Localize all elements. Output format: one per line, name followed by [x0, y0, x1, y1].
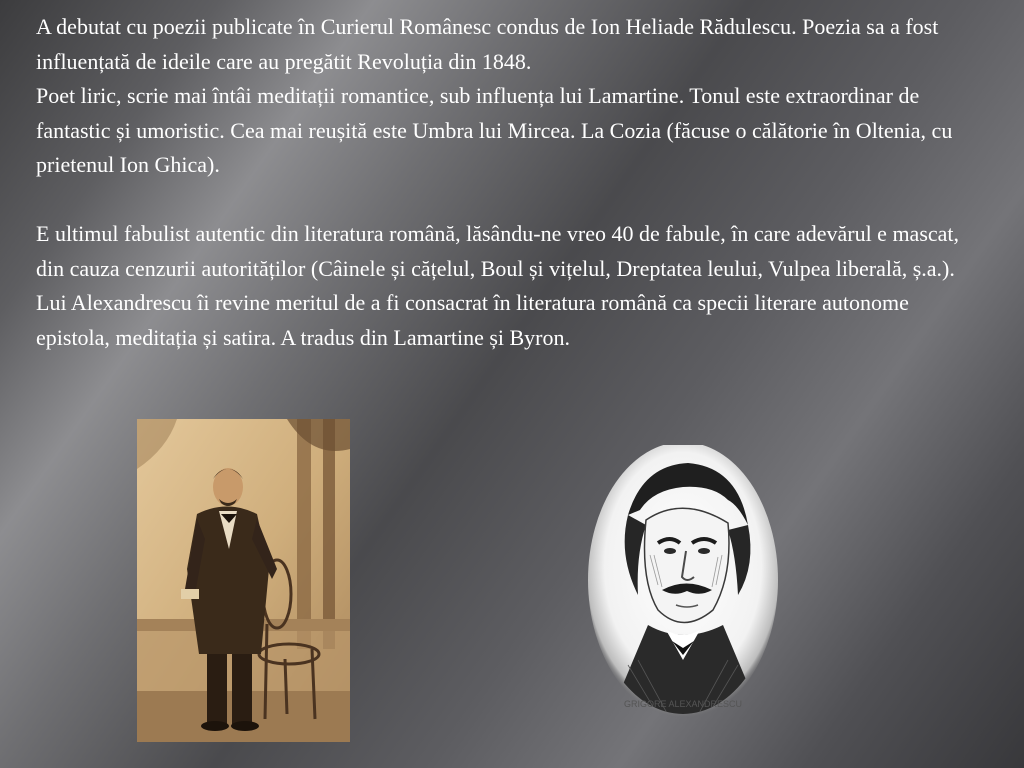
standing-portrait-photo [137, 419, 350, 742]
paragraph-fabulist: E ultimul fabulist autentic din literatura română, lăsându-ne vreo 40 de fabule, în care adevărul e mascat, din cauza cenzurii autorităților (Câinele și cățelul, Boul și vițelul, Dreptatea leului, Vulpea liberală, ș.a.). [36, 221, 960, 281]
paragraph-debut: A debutat cu poezii publicate în Curierul Românesc condus de Ion Heliade Rădulescu. Poezia sa a fost influențată de ideile care au pregătit Revoluția din 1848. [36, 14, 939, 74]
engraving-caption: GRIGORE ALEXANDRESCU [623, 699, 743, 709]
paragraph-merit: Lui Alexandrescu îi revine meritul de a fi consacrat în literatura română ca specii literare autonome epistola, meditația și satira. A tradus din Lamartine și Byron. [36, 290, 909, 350]
slide-text-body [36, 10, 976, 355]
engraved-portrait-drawing [588, 445, 778, 720]
engraved-portrait [588, 445, 778, 720]
paragraph-spacer [36, 183, 976, 218]
standing-portrait-drawing [137, 419, 350, 742]
paragraph-poet-liric: Poet liric, scrie mai întâi meditații romantice, sub influența lui Lamartine. Tonul este extraordinar de fantastic și umoristic. Cea mai reușită este Umbra lui Mircea. La Cozia (făcuse o călătorie în Oltenia, cu prietenul Ion Ghica). [36, 83, 953, 177]
